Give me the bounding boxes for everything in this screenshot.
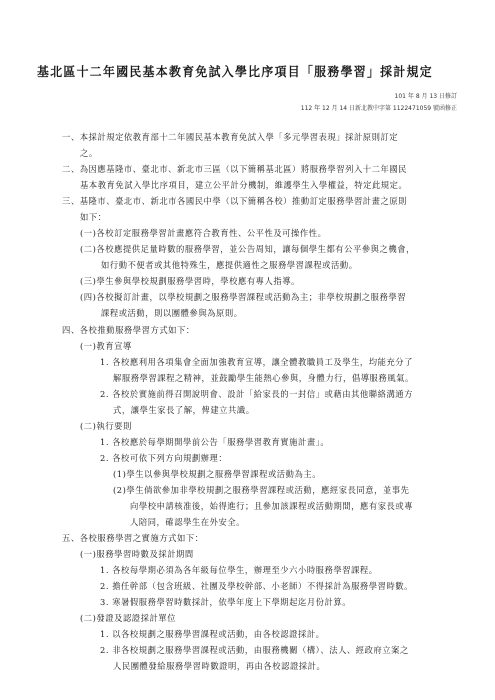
clause-3-item-4-line-1: (四)各校擬訂計畫，以學校規劃之服務學習課程或活動為主；非學校規劃之服務學習 [80, 292, 407, 302]
clause-4-sub-2-item-2-b-line-2: 向學校申請核准後，始得進行；且參加該課程或活動期間，應有家長或專 [130, 501, 414, 511]
document-title: 基北區十二年國民基本教育免試入學比序項目「服務學習」採計規定 [37, 64, 433, 79]
clause-5-sub-2-heading: (二)發證及認證採計單位 [80, 613, 177, 623]
clause-4-sub-2-item-2: 2. 各校可依下列方向規劃辦理： [100, 453, 228, 463]
clause-5-sub-1-heading: (一)服務學習時數及採計期間 [80, 549, 194, 559]
clause-3-item-2-line-1: (二)各校應提供足量時數的服務學習，並公告周知，讓每個學生都有公平參與之機會， [80, 244, 415, 254]
clause-4-sub-2-item-2-b-line-3: 人陪同，確認學生在外安全。 [130, 517, 246, 527]
clause-3-line-1: 三、基隆市、臺北市、新北市各國民中學（以下簡稱各校）推動訂定服務學習計畫之原則 [62, 196, 408, 206]
clause-1-line-2: 之。 [80, 148, 98, 158]
clause-5-sub-1-item-2: 2. 擔任幹部（包含班級、社團及學校幹部、小老師）不得採計為服務學習時數。 [100, 581, 413, 591]
clause-1-line-1: 一、本採計規定依教育部十二年國民基本教育免試入學「多元學習表現」採計原則訂定 [62, 132, 399, 142]
clause-3-item-4-line-2: 課程或活動，則以團體參與為原則。 [101, 308, 243, 318]
clause-4-heading: 四、各校推動服務學習方式如下： [62, 325, 195, 335]
clause-3-item-2-line-2: 如行動不便者或其他特殊生，應提供適性之服務學習課程或活動。 [101, 260, 358, 270]
revision-reference: 112 年 12 月 14 日新北教中字第 1122471059 號函修正 [300, 105, 457, 112]
clause-2-line-2: 基本教育免試入學比序項目，建立公平計分機制，維護學生入學權益，特定此規定。 [80, 180, 408, 190]
clause-5-heading: 五、各校服務學習之實施方式如下： [62, 533, 204, 543]
clause-5-sub-1-item-3: 3. 寒暑假服務學習時數採計，依學年度上下學期起迄月份計算。 [100, 597, 352, 607]
clause-3-line-2: 如下： [80, 212, 107, 222]
clause-2-line-1: 二、為因應基隆市、臺北市、新北市三區（以下簡稱基北區）將服務學習列入十二年國民 [62, 164, 408, 174]
clause-4-sub-1-item-2-line-1: 2. 各校於實施前得召開說明會、設計「給家長的一封信」或藉由其他聯絡溝通方 [100, 389, 413, 399]
revision-date: 101 年 8 月 13 日修訂 [394, 93, 457, 100]
clause-3-item-1: (一)各校訂定服務學習計畫應符合教育性、公平性及可操作性。 [80, 228, 327, 238]
clause-4-sub-2-item-2-a: (1)學生以參與學校規劃之服務學習課程或活動為主。 [113, 469, 322, 479]
clause-4-sub-2-item-1: 1. 各校應於每學期開學前公告「服務學習教育實施計畫」。 [100, 437, 330, 447]
clause-4-sub-1-item-1-line-2: 解服務學習課程之精神，並鼓勵學生能熱心參與，身體力行，倡導服務風氣。 [113, 373, 414, 383]
clause-4-sub-1-heading: (一)教育宣導 [80, 341, 132, 351]
clause-4-sub-2-heading: (二)執行要則 [80, 421, 132, 431]
clause-5-sub-1-item-1: 1. 各校每學期必須為各年級每位學生，辦理至少六小時服務學習課程。 [100, 565, 378, 575]
clause-4-sub-1-item-2-line-2: 式，讓學生家長了解，俾建立共識。 [113, 405, 255, 415]
clause-3-item-3: (三)學生參與學校規劃服務學習時，學校應有專人指導。 [80, 276, 300, 286]
clause-5-sub-2-item-2-line-1: 2. 非各校規劃之服務學習課程或活動，由服務機關（構）、法人、經政府立案之 [100, 645, 409, 655]
clause-4-sub-2-item-2-b-line-1: (2)學生倘欲參加非學校規劃之服務學習課程或活動，應經家長同意，並事先 [113, 485, 410, 495]
clause-4-sub-1-item-1-line-1: 1. 各校應利用各項集會全面加強教育宣導，讓全體教職員工及學生，均能充分了 [100, 357, 413, 367]
clause-5-sub-2-item-2-line-2: 人民團體發給服務學習時數證明，再由各校認證採計。 [113, 661, 326, 671]
clause-5-sub-2-item-1: 1. 以各校規劃之服務學習課程或活動，由各校認證採計。 [100, 629, 325, 639]
